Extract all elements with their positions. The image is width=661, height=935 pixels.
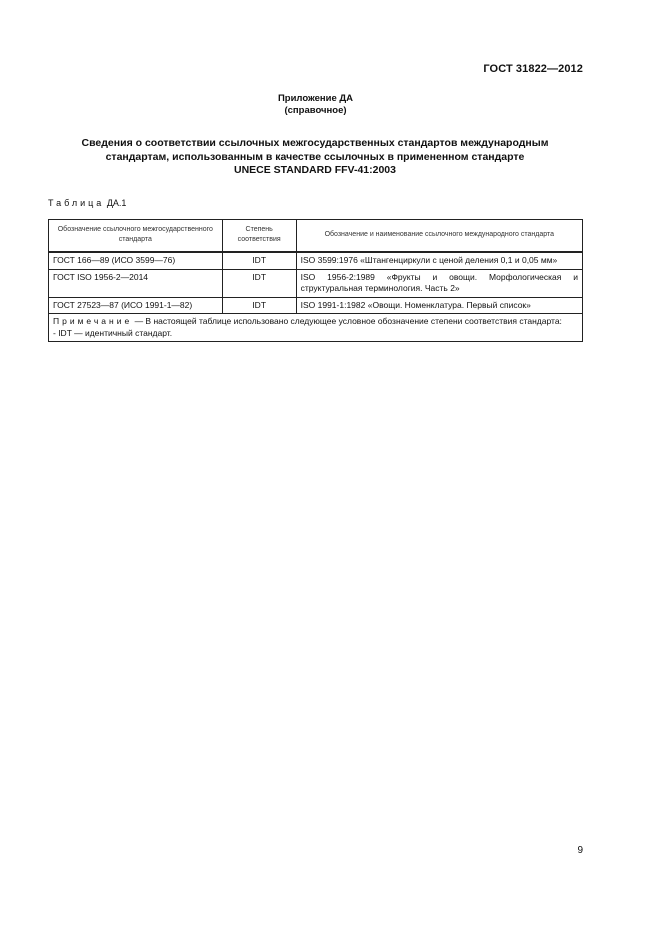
section-title-line-2: стандартам, использованным в качестве ссылочных в примененном стандарте [105, 150, 525, 163]
cell-standard: ГОСТ 27523—87 (ИСО 1991-1—82) [49, 297, 223, 314]
section-title [48, 137, 582, 178]
column-header-standard: Обозначение ссылочного межгосударственного стандарта [49, 220, 223, 253]
cell-degree: IDT [222, 297, 296, 314]
table-row [49, 297, 583, 314]
page-number: 9 [577, 845, 583, 856]
annex-subtitle: (справочное) [284, 105, 347, 116]
table-row [49, 252, 583, 269]
annex-heading [0, 93, 631, 117]
note-paragraph [53, 316, 578, 328]
note-item: - IDT — идентичный стандарт. [53, 327, 173, 338]
column-header-degree: Степень соответствия [222, 220, 296, 253]
section-title-line-1: Сведения о соответствии ссылочных межгосударственных стандартов международным [81, 137, 549, 149]
table-note [49, 314, 583, 342]
section-title-line-3: UNECE STANDARD FFV-41:2003 [233, 164, 396, 176]
cell-international: ISO 1991-1:1982 «Овощи. Номенклатура. Первый список» [296, 297, 582, 314]
table-note-row [49, 314, 583, 342]
column-header-international: Обозначение и наименование ссылочного международного стандарта [296, 220, 582, 253]
cell-standard: ГОСТ 166—89 (ИСО 3599—76) [49, 252, 223, 269]
annex-title: Приложение ДА [277, 93, 354, 104]
table-caption-label: Таблица [48, 198, 105, 208]
table-row [49, 269, 583, 297]
cell-international: ISO 1956-2:1989 «Фрукты и овощи. Морфологическая и структуральная терминология. Часть 2» [296, 269, 582, 297]
cell-standard: ГОСТ ISO 1956-2—2014 [49, 269, 223, 297]
cell-degree: IDT [222, 269, 296, 297]
standards-table [48, 219, 583, 342]
note-text: — В настоящей таблице использовано следующее условное обозначение степени соответствия стандарта: [132, 316, 562, 326]
table-caption-number: ДА.1 [106, 198, 127, 208]
table-header-row [49, 220, 583, 253]
document-number: ГОСТ 31822—2012 [483, 63, 583, 75]
note-label: Примечание [53, 316, 133, 326]
table-caption [48, 198, 126, 208]
cell-degree: IDT [222, 252, 296, 269]
cell-international: ISO 3599:1976 «Штангенциркули с ценой деления 0,1 и 0,05 мм» [296, 252, 582, 269]
